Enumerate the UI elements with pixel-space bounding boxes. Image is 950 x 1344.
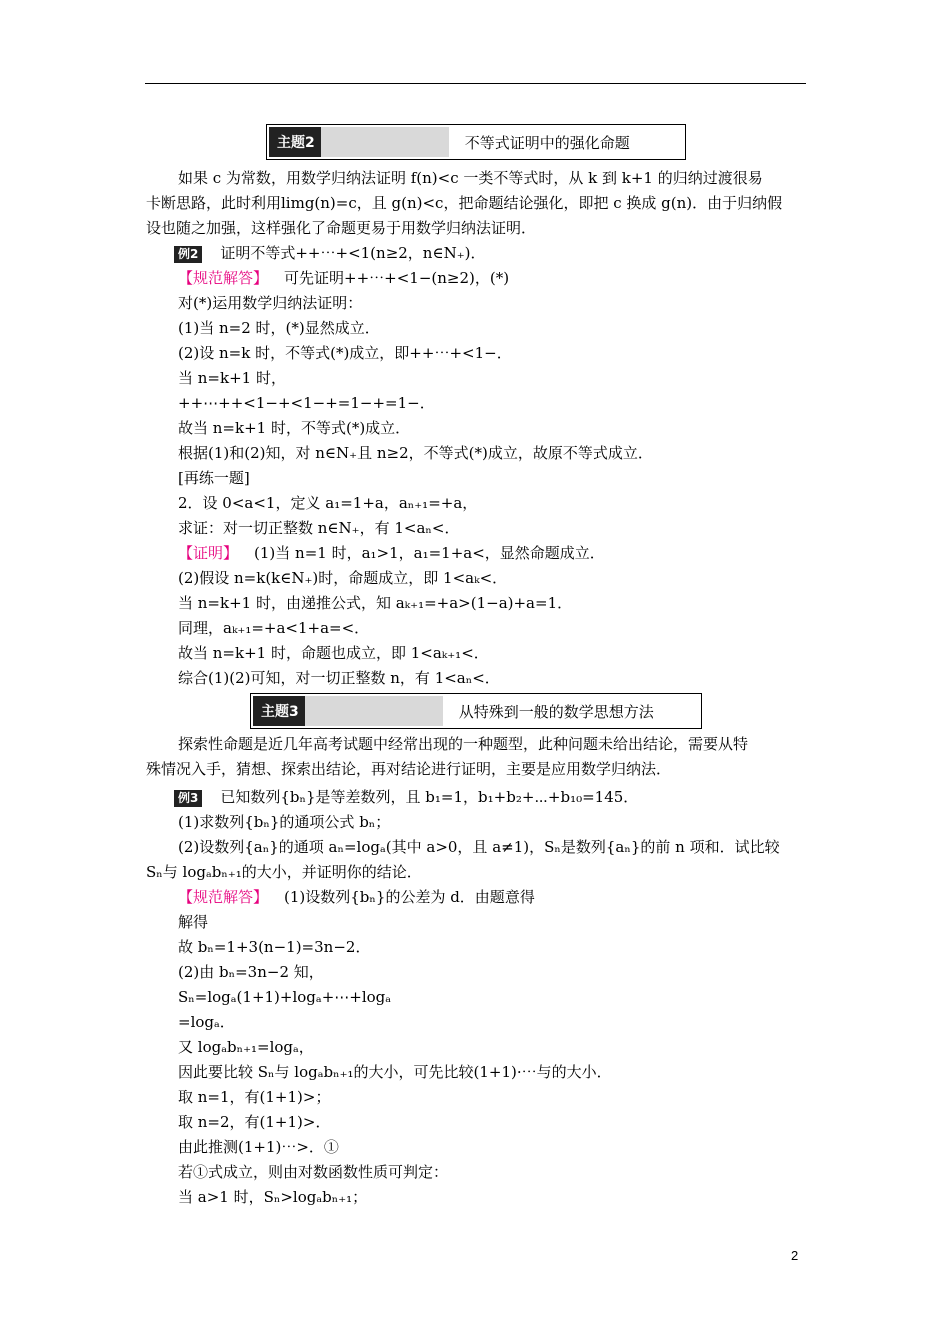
text-line: (1)当 n=2 时，(*)显然成立．: [178, 319, 380, 337]
text-line: [再练一题]: [178, 469, 250, 487]
solution-text: (1)设数列{bₙ}的公差为 d．由题意得: [284, 888, 535, 906]
text-line: 故 bₙ=1+3(n−1)=3n−2．: [178, 938, 371, 956]
text-line: 探索性命题是近几年高考试题中经常出现的一种题型，此种问题未给出结论，需要从特: [178, 735, 749, 753]
text-line: 当 a>1 时，Sₙ>logₐbₙ₊₁；: [178, 1188, 368, 1206]
example-2-line: [174, 243, 485, 263]
text-line: ++⋯++<1−+<1−+=1−+=1−．: [178, 394, 435, 412]
text-line: 取 n=1，有(1+1)>；: [178, 1088, 331, 1106]
text-line: (2)设数列{aₙ}的通项 aₙ=logₐ(其中 a>0，且 a≠1)，Sₙ是数列{aₙ}的前 n 项和．试比较: [178, 838, 780, 856]
text-line: 由此推测(1+1)⋯>．①: [178, 1138, 339, 1156]
text-line: Sₙ与 logₐbₙ₊₁的大小，并证明你的结论．: [146, 863, 422, 881]
text-line: 根据(1)和(2)知，对 n∈N₊且 n≥2，不等式(*)成立，故原不等式成立．: [178, 444, 653, 462]
header-rule: [145, 83, 806, 84]
text-line: 当 n=k+1 时，由递推公式，知 aₖ₊₁=+a>(1−a)+a=1．: [178, 594, 573, 612]
topic-2-shade: [321, 127, 449, 157]
page-number: 2: [791, 1248, 799, 1263]
example-3-statement: 已知数列{bₙ}是等差数列，且 b₁=1，b₁+b₂+⋯+b₁₀=145．: [220, 788, 639, 806]
text-line: 2．设 0<a<1，定义 a₁=1+a，aₙ₊₁=+a，: [178, 494, 478, 512]
text-line: 若①式成立，则由对数函数性质可判定：: [178, 1163, 449, 1181]
text-line: (2)由 bₙ=3n−2 知，: [178, 963, 324, 981]
solution-label: 【规范解答】: [178, 269, 269, 287]
topic-3-title: 从特殊到一般的数学思想方法: [443, 694, 654, 728]
text-line: 殊情况入手，猜想、探索出结论，再对结论进行证明，主要是应用数学归纳法．: [146, 760, 672, 778]
topic-3-shade: [305, 696, 443, 726]
text-line: 又 logₐbₙ₊₁=logₐ，: [178, 1038, 314, 1056]
text-line: (2)假设 n=k(k∈N₊)时，命题成立，即 1<aₖ<．: [178, 569, 508, 587]
proof-line: [178, 543, 605, 563]
example-2-statement: 证明不等式++⋯+<1(n≥2，n∈N₊)．: [220, 244, 486, 262]
text-line: 因此要比较 Sₙ与 logₐbₙ₊₁的大小，可先比较(1+1)·⋯与的大小．: [178, 1063, 612, 1081]
text-line: 求证：对一切正整数 n∈N₊，有 1<aₙ<．: [178, 519, 460, 537]
solution-line: [178, 268, 509, 288]
example-2-badge: 例2: [174, 246, 202, 263]
text-line: 取 n=2，有(1+1)>．: [178, 1113, 331, 1131]
proof-text: (1)当 n=1 时，a₁>1，a₁=1+a<，显然命题成立．: [254, 544, 605, 562]
text-line: 解得: [178, 913, 209, 931]
text-line: 卡断思路，此时利用limg(n)=c，且 g(n)<c，把命题结论强化，即把 c 换成 g(n)．由于归纳假: [146, 194, 783, 212]
text-line: 故当 n=k+1 时，命题也成立，即 1<aₖ₊₁<．: [178, 644, 489, 662]
topic-2-tag: 主题2: [269, 127, 321, 157]
topic-3-box: [250, 693, 702, 729]
text-line: (2)设 n=k 时，不等式(*)成立，即++⋯+<1−．: [178, 344, 512, 362]
text-line: 如果 c 为常数，用数学归纳法证明 f(n)<c 一类不等式时，从 k 到 k+1 的归纳过渡很易: [178, 169, 763, 187]
text-line: Sₙ=logₐ(1+1)+logₐ+⋯+logₐ: [178, 988, 392, 1006]
text-line: 当 n=k+1 时，: [178, 369, 286, 387]
solution-text: 可先证明++⋯+<1−(n≥2)，(*): [284, 269, 510, 287]
text-line: 对(*)运用数学归纳法证明：: [178, 294, 363, 312]
example-3-badge: 例3: [174, 790, 202, 807]
text-line: 故当 n=k+1 时，不等式(*)成立．: [178, 419, 411, 437]
solution-label: 【规范解答】: [178, 888, 269, 906]
example-3-line: [174, 787, 638, 807]
text-line: =logₐ．: [178, 1013, 235, 1031]
text-line: 设也随之加强，这样强化了命题更易于用数学归纳法证明．: [146, 219, 537, 237]
proof-label: 【证明】: [178, 544, 239, 562]
text-line: 综合(1)(2)可知，对一切正整数 n，有 1<aₙ<．: [178, 669, 500, 687]
topic-2-title: 不等式证明中的强化命题: [449, 125, 630, 159]
solution-line: [178, 887, 535, 907]
topic-2-box: [266, 124, 686, 160]
topic-3-tag: 主题3: [253, 696, 305, 726]
text-line: 同理，aₖ₊₁=+a<1+a=<．: [178, 619, 370, 637]
text-line: (1)求数列{bₙ}的通项公式 bₙ；: [178, 813, 391, 831]
